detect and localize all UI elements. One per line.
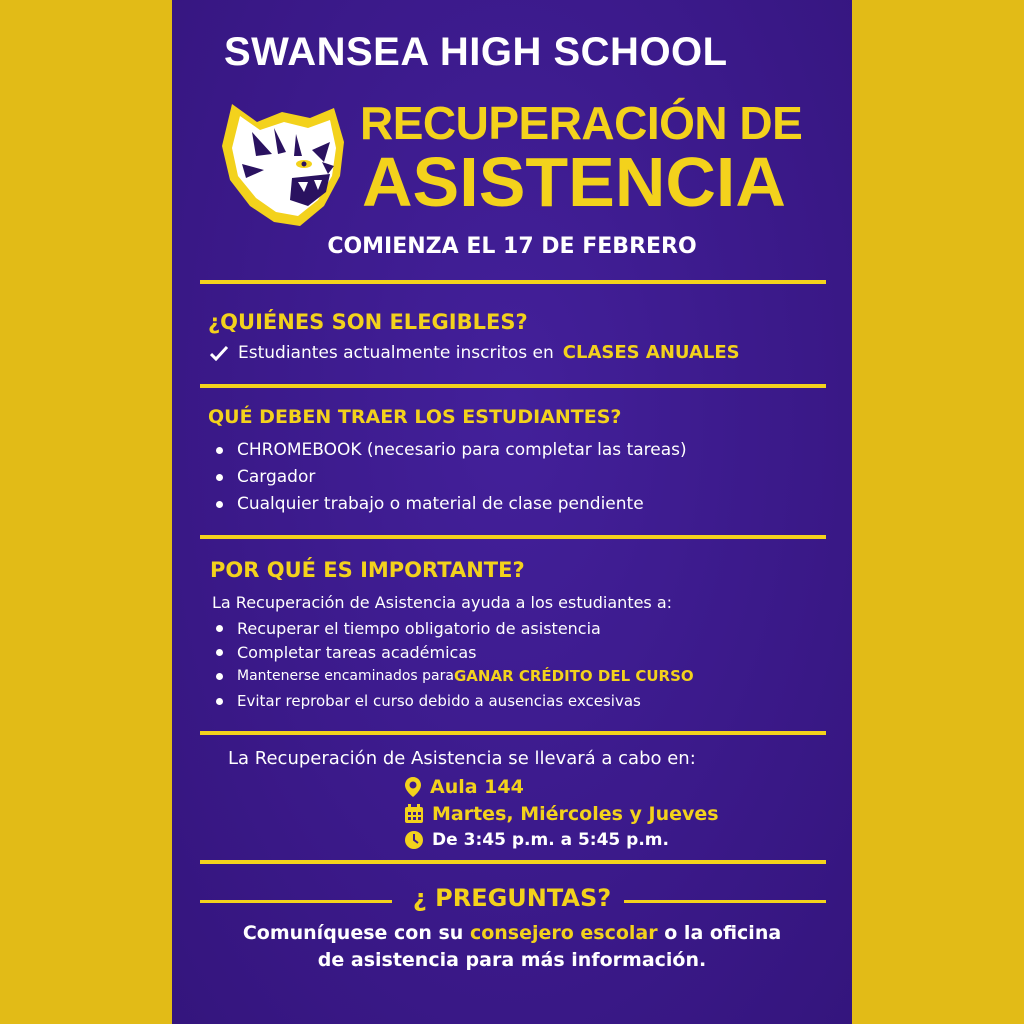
location-time (404, 830, 669, 850)
days-label: Martes, Miércoles y Jueves (432, 803, 719, 825)
bullet (216, 649, 223, 656)
room-label: Aula 144 (430, 776, 524, 798)
contact-counselor: consejero escolar (469, 922, 658, 944)
bring-item-charger: Cargador (237, 467, 316, 487)
contact-text-mid: o la (664, 922, 704, 944)
map-pin-icon (404, 776, 422, 798)
calendar-icon (404, 804, 424, 824)
divider (200, 384, 826, 388)
bullet (216, 698, 223, 705)
check-icon (210, 345, 228, 361)
questions-line-right (624, 900, 826, 903)
contact-line-1 (172, 922, 852, 944)
importance-item-3-highlight: GANAR CRÉDITO DEL CURSO (453, 667, 694, 685)
bring-heading: QUÉ DEBEN TRAER LOS ESTUDIANTES? (208, 406, 622, 428)
location-days (404, 803, 719, 825)
divider (200, 280, 826, 284)
contact-office: oficina (709, 922, 782, 944)
location-intro: La Recuperación de Asistencia se llevará a cabo en: (228, 748, 696, 769)
eligible-item (210, 342, 740, 363)
time-label: 3:45 p.m. a 5:45 p.m. (463, 830, 669, 850)
importance-item-2: Completar tareas académicas (237, 643, 477, 662)
bullet (216, 625, 223, 632)
importance-intro: La Recuperación de Asistencia ayuda a los estudiantes a: (212, 593, 673, 612)
contact-line-2: de asistencia para más información. (317, 949, 707, 971)
clock-icon (404, 830, 424, 850)
eligible-highlight: CLASES ANUALES (562, 342, 740, 363)
importance-item-3-text: Mantenerse encaminados para (237, 668, 454, 684)
title-line-1: RECUPERACIÓN DE (360, 97, 803, 149)
location-room (404, 776, 524, 798)
list-item (216, 643, 476, 662)
list-item (216, 440, 687, 460)
bullet (216, 447, 223, 454)
divider (200, 731, 826, 735)
bullet (216, 474, 223, 481)
list-item (216, 692, 641, 710)
time-prefix: De (432, 830, 458, 850)
flyer (172, 0, 852, 1024)
school-name: SWANSEA HIGH SCHOOL (224, 30, 728, 74)
divider (200, 860, 826, 864)
contact-text: Comuníquese con su (242, 922, 464, 944)
tiger-mascot-icon (212, 94, 354, 230)
divider (200, 535, 826, 539)
questions-heading: ¿ PREGUNTAS? (412, 884, 612, 912)
list-item (216, 619, 601, 638)
list-item (216, 667, 694, 685)
importance-heading: POR QUÉ ES IMPORTANTE? (210, 558, 525, 582)
eligible-text: Estudiantes actualmente inscritos en (238, 342, 554, 363)
list-item (216, 467, 315, 487)
bring-item-pending-work: Cualquier trabajo o material de clase pendiente (237, 494, 644, 514)
eligible-heading: ¿QUIÉNES SON ELEGIBLES? (208, 310, 528, 334)
bring-item-chromebook: CHROMEBOOK (necesario para completar las tareas) (237, 440, 687, 460)
bullet (216, 673, 223, 680)
list-item (216, 494, 644, 514)
start-date: COMIENZA EL 17 DE FEBRERO (327, 234, 697, 259)
bullet (216, 501, 223, 508)
title-line-2: ASISTENCIA (362, 143, 786, 221)
importance-item-4: Evitar reprobar el curso debido a ausencias excesivas (237, 692, 641, 710)
importance-item-1: Recuperar el tiempo obligatorio de asistencia (237, 619, 601, 638)
